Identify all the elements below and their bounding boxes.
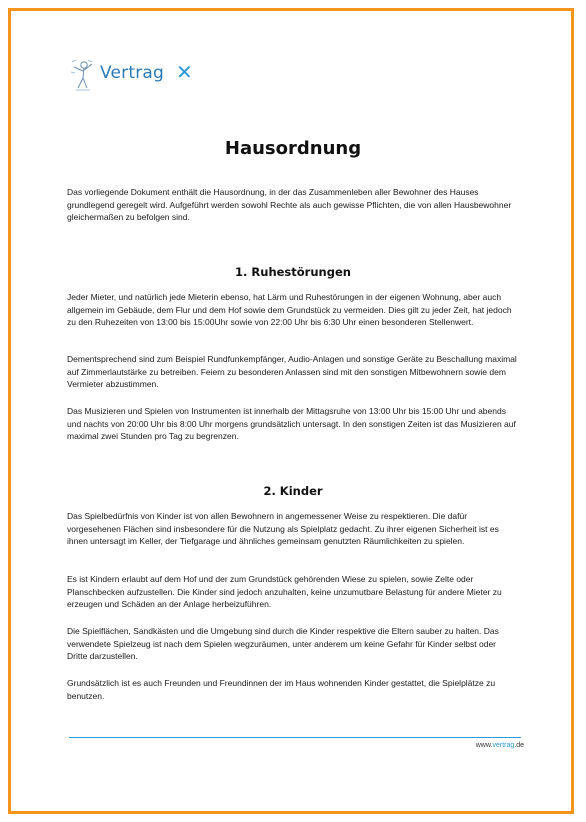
paragraph: Dementsprechend sind zum Beispiel Rundfunkempfänger, Audio-Anlagen und sonstige Geräte zu Beschallung maximal auf Zimmerlautstärke zu betreiben. Feiern zu besonderen Anlassen sind mit den sonstigen Mitbewohnern sowie dem Vermieter abzustimmen. [67, 354, 517, 390]
paragraph: Das Spielbedürfnis von Kinder ist von allen Bewohnern in angemessener Weise zu respektieren. Die dafür vorgesehenen Flächen sind insbesondere für die Nutzung als Spielplatz gedacht. Zu ihrer eigenen Sicherheit ist es ihnen untersagt im Keller, der Tiefgarage und ähnliches gemeinsam genutzten Räumlichkeiten zu spielen. [67, 511, 499, 547]
section-heading-kinder: 2. Kinder [263, 484, 323, 498]
person-figure-icon [68, 58, 96, 92]
paragraph: Die Spielflächen, Sandkästen und die Umgebung sind durch die Kinder respektive die Eltern sauber zu halten. Das verwendete Spielzeug ist nach dem Spielen wegzuräumen, unter anderem um keine Gefahr für Kinder selbst oder Dritte darzustellen. [67, 626, 499, 662]
footer-suffix: .de [514, 742, 524, 749]
intro-text: Das vorliegende Dokument enthält die Hausordnung, in der das Zusammenleben aller Bewohner des Hauses grundlegend geregelt wird. Aufgeführt werden sowohl Rechte als auch gewisse Pflichten, die von allen Hausbewohner gleichermaßen zu befolgen sind. [67, 187, 512, 223]
section-body-kinder-4 [67, 677, 517, 702]
logo-text: Vertrag [100, 63, 165, 83]
page-title: Hausordnung [224, 138, 362, 159]
paragraph: Jeder Mieter, und natürlich jede Mieterin ebenso, hat Lärm und Ruhestörungen in der eigenen Wohnung, aber auch allgemein im Gebäude, dem Flur und dem Hof sowie dem Grundstück zu vermeiden. Dies gilt zu jeder Zeit, hat jedoch zu den Ruhezeiten von 13:00 bis 15:00Uhr sowie von 22:00 Uhr bis 6:30 Uhr einen besonderen Stellenwert. [67, 292, 512, 328]
section-body-ruhestoerungen [67, 291, 517, 329]
footer-divider [69, 737, 521, 738]
section-heading-ruhestoerungen: 1. Ruhestörungen [235, 265, 351, 279]
logo [68, 56, 218, 96]
paragraph: Das Musizieren und Spielen von Instrumenten ist innerhalb der Mittagsruhe von 13:00 Uhr bis 15:00 Uhr und abends und nachts von 20:00 Uhr bis 8:00 Uhr morgens grundsätzlich untersagt. In den sonstigen Zeiten ist das Musizieren auf maximal zwei Stunden pro Tag zu begrenzen. [67, 406, 516, 442]
intro-paragraph [67, 186, 517, 224]
logo-mark-icon: ✕ [176, 60, 193, 84]
section-body-kinder-2 [67, 573, 517, 611]
section-body-ruhestoerungen-2 [67, 353, 517, 391]
footer-domain: vertrag [492, 742, 515, 749]
paragraph: Es ist Kindern erlaubt auf dem Hof und der zum Grundstück gehörenden Wiese zu spielen, sowie Zelte oder Planschbecken aufzustellen. Die Kinder sind jedoch anzuhalten, keine unzumutbare Belastung für andere Mieter zu erzeugen und Schäden an der Anlage herbeizuführen. [67, 574, 502, 610]
footer-website-link[interactable] [476, 742, 524, 749]
section-body-ruhestoerungen-3 [67, 405, 517, 443]
section-body-kinder [67, 510, 517, 548]
paragraph: Grundsätzlich ist es auch Freunden und Freundinnen der im Haus wohnenden Kinder gestattet, die Spielplätze zu benutzen. [67, 678, 496, 701]
footer-prefix: www. [475, 742, 493, 749]
section-body-kinder-3 [67, 625, 517, 663]
